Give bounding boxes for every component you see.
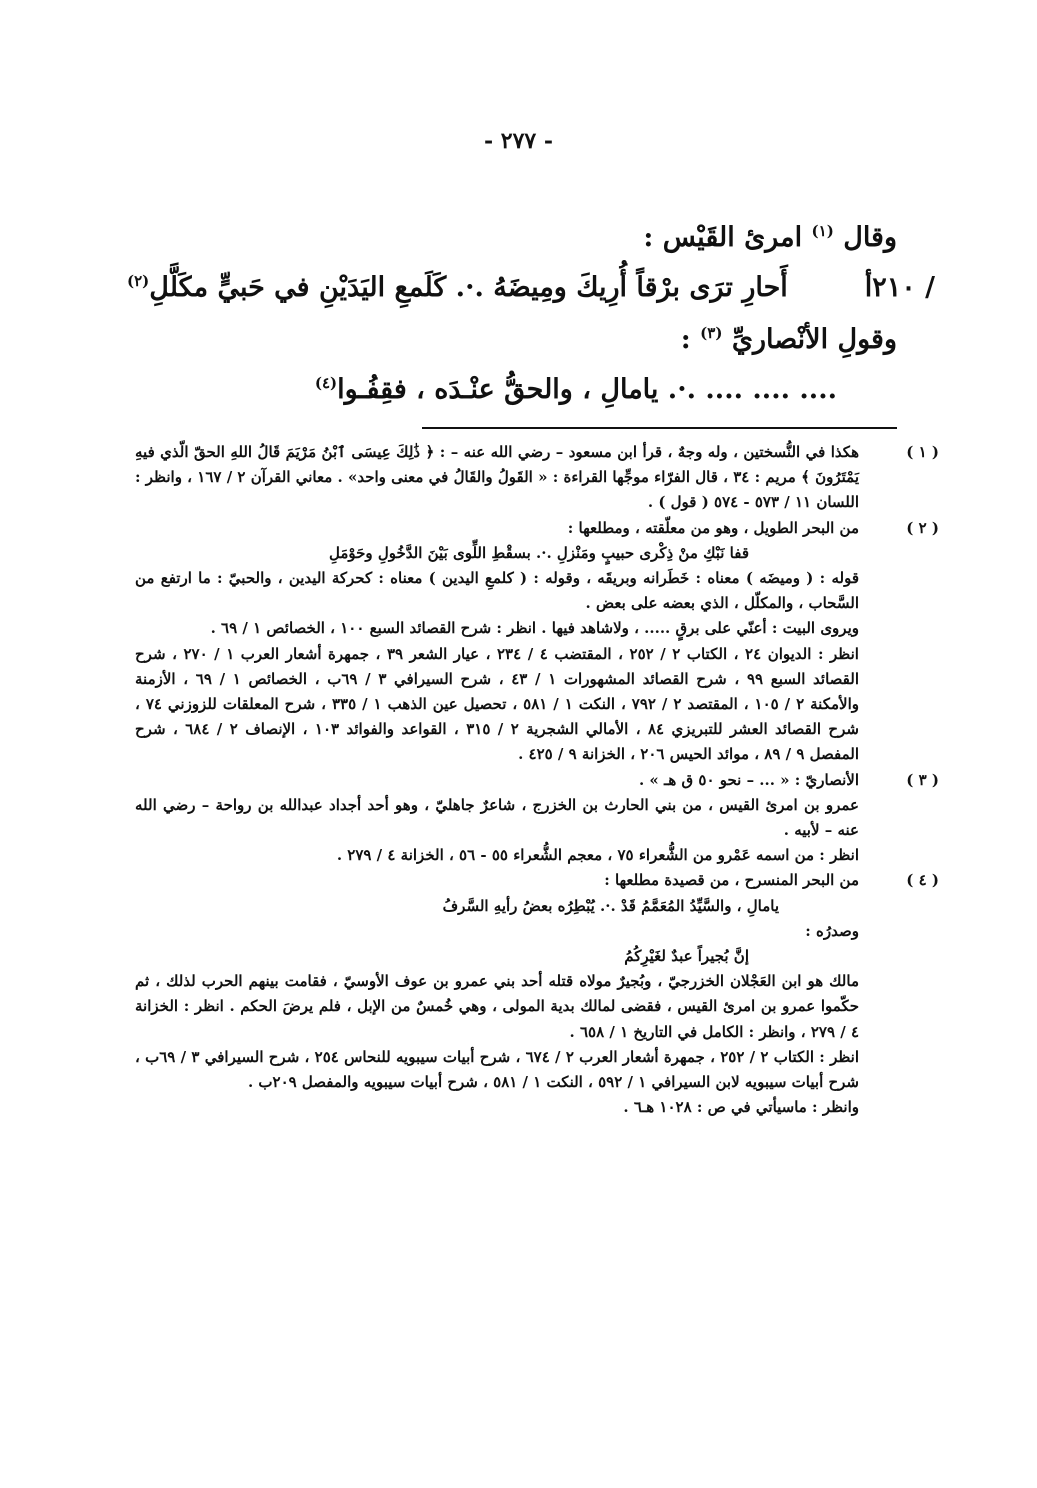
footnote-divider [422,427,897,429]
verse-text-wrap [127,272,788,324]
footnote-marker-4: ( ٤ ) [906,871,939,890]
intro2-text: وقولِ الأنْصاريِّ [731,324,897,355]
footnote-4-verse: يامالِ ، والسَّيِّدُ المُعَمَّمُ قَدْ .·. يُبْطِرُه بعضُ رأيهِ السَّرفُ [442,896,779,915]
footnote-2 [135,516,939,768]
footnote-1-text: هكذا في النُّسختين ، وله وجهٌ ، قرأ ابن مسعود – رضي الله عنه – : ﴿ ذَٰلِكَ عِيسَى ٱبْنُ مَرْيَمَ قَالُ اللهِ الحقّ الّذي فيهِ يَمْتَرُونَ ﴾ مريم : ٣٤ ، قال الفرّاء موجِّها القراءة : « القَولُ والقَالُ في معنى واحد» . معاني القرآن ٢ / ١٦٧ ، وانظر : اللسان ١١ / ٥٧٣ - ٥٧٤ ( قول ) . [135,443,860,512]
main-text [127,222,935,424]
footnote-3 [135,768,939,869]
footnote-2-p3: ويروى البيت : أعنّي على برقٍ ..... ، ولاشاهد فيها . انظر : شرح القصائد السبع ١٠٠ ، الخصائص ١ / ٦٩ . [210,619,859,638]
footnote-2-p4: انظر : الديوان ٢٤ ، الكتاب ٢ / ٢٥٢ ، المقتضب ٤ / ٢٣٤ ، عيار الشعر ٣٩ ، جمهرة أشعار العرب ١ / ٢٧٠ ، شرح القصائد السبع ٩٩ ، شرح القصائد المشهورات ١ / ٤٣ ، شرح السيرافي ٣ / ٦٩ب ، الخصائص ١ / ٦٩ ، الأزمنة والأمكنة ٢ / ١٠٥ ، المقتصد ٢ / ٧٩٢ ، النكت ١ / ٥٨١ ، تحصيل عين الذهب ١ / ٣٣٥ ، شرح المعلقات للزوزني ٧٤ ، شرح القصائد العشر للتبريزي ٨٤ ، الأمالي الشجرية ٢ / ٣١٥ ، القواعد والفوائد ١٠٣ ، الإنصاف ٢ / ٦٨٤ ، شرح المفصل ٩ / ٨٩ ، موائد الحيس ٢٠٦ ، الخزانة ٩ / ٤٢٥ . [135,644,859,764]
footnote-marker-3: ( ٣ ) [906,770,939,789]
footnote-4 [135,868,939,1120]
footnotes [135,440,939,1120]
footnote-4-p4: وانظر : ماسيأتي في ص : ١٠٢٨ هـ٦ . [623,1098,859,1117]
footnote-3-p3: انظر : من اسمه عَمْرو من الشُّعراء ٧٥ ، معجم الشُّعراء ٥٥ - ٥٦ ، الخزانة ٤ / ٢٧٩ . [336,846,859,865]
page-number: - ٢٧٧ - [483,128,554,154]
verse-text: أَحارِ ترَى برْقاً أُرِيكَ ومِيضَهُ .·. كَلَمعِ اليَدَيْنِ في حَبيٍّ مكَلَّلِ [149,272,788,303]
footnote-ref-2: (٢) [127,272,150,290]
footnote-ref-1: (١) [811,222,834,240]
footnote-1 [135,440,939,516]
footnote-4-p2: مالك هو ابن العَجْلان الخزرجيّ ، وبُجيرٌ مولاه قتله أحد بني عمرو بن عوف الأوسيّ ، فقامت بينهم الحرب لذلك ، ثم حكّموا عمرو بن امرئ القيس ، فقضى لمالك بدية المولى ، وهي خُمسٌ من الإبل ، فلم يرضَ الحكم . انظر : الخزانة ٤ / ٢٧٩ ، وانظر : الكامل في التاريخ ١ / ٦٥٨ . [135,972,859,1041]
verse-number: / ٢١٠أ [864,272,935,303]
footnote-ref-4: (٤) [314,374,338,392]
intro2-line [127,324,897,374]
verse2-line [127,374,837,424]
footnote-2-line1: من البحر الطويل ، وهو من معلّقته ، ومطلعها : [567,518,859,537]
intro-qala: وقال [843,222,897,253]
intro2-colon: : [680,324,691,355]
footnote-4-p3: انظر : الكتاب ٢ / ٢٥٢ ، جمهرة أشعار العرب ٢ / ٦٧٤ ، شرح أبيات سيبويه للنحاس ٢٥٤ ، شرح السيرافي ٣ / ٦٩ب ، شرح أبيات سيبويه لابن السيرافي ١ / ٥٩٢ ، النكت ١ / ٥٨١ ، شرح أبيات سيبويه والمفصل ٢٠٩ب . [135,1047,859,1092]
footnote-2-verse: قفا نَبْكِ منْ ذِكْرى حبيبٍ ومَنْزلِ .·. بسقْطِ اللِّوى بَيْنَ الدَّخُولِ وحَوْمَلِ [329,543,749,562]
footnote-4-line1: من البحر المنسرح ، من قصيدة مطلعها : [604,871,859,890]
footnote-2-p2: قوله : ( وميضَه ) معناه : خَطَرانه وبريقَه ، وقوله : ( كلمعِ اليدين ) معناه : كحركة اليدين ، والحبيّ : ما ارتفع من السَّحاب ، والمكلّل ، الذي بعضه على بعض . [135,569,859,613]
intro-line [127,222,897,272]
footnote-4-sadr-label: وصدرُه : [805,921,859,940]
footnote-marker-2: ( ٢ ) [906,518,939,537]
footnote-4-sadr: إنَّ بُجيراً عبدٌ لغَيْرِكُمُ [624,947,749,966]
footnote-3-p2: عمرو بن امرئ القيس ، من بني الحارث بن الخزرج ، شاعرٌ جاهليّ ، وهو أحد أجداد عبدالله بن رواحة – رضي الله عنه – لأبيه . [135,795,859,840]
footnote-3-line1: الأنصاريّ : « ... – نحو ٥٠ ق هـ » . [638,770,859,789]
verse-line [127,272,935,324]
footnote-marker-1: ( ١ ) [906,443,939,461]
footnote-ref-3: (٣) [700,324,723,342]
intro-name: امرئ القَيْس : [643,222,803,253]
verse2-text: .... .... .... .·. يامالِ ، والحقُّ عنْـدَه ، فقِفُـوا [337,374,837,405]
